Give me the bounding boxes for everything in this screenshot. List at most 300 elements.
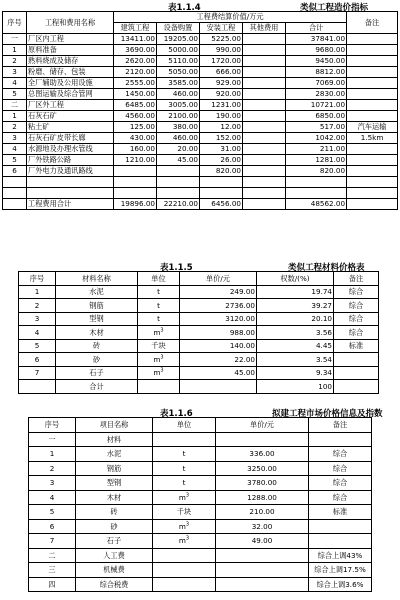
cell-name: 钢筋 — [76, 461, 153, 476]
cell-equipment: 22210.00 — [157, 199, 200, 210]
cell-remark: 1.5km — [347, 133, 398, 144]
cell-remark: 综合上调17.5% — [309, 563, 372, 578]
cell-equipment: 3005.00 — [157, 100, 200, 111]
header-price: 单价/元 — [180, 272, 257, 286]
cell-seq: 2 — [19, 299, 56, 313]
cell-price — [216, 432, 309, 447]
cell-name: 原料准备 — [27, 45, 114, 56]
cell-seq: 2 — [3, 56, 27, 67]
table-row — [3, 133, 398, 144]
table-row — [3, 34, 398, 45]
cell-name: 钢筋 — [56, 299, 138, 313]
cell-other — [243, 133, 286, 144]
cell-remark — [347, 45, 398, 56]
cell-installation: 1720.00 — [200, 56, 243, 67]
cell-other — [243, 34, 286, 45]
cell-name: 厂区内工程 — [27, 34, 114, 45]
cell-other — [243, 100, 286, 111]
cell-other — [243, 89, 286, 100]
unit-text: m — [153, 354, 161, 364]
cell-seq: 二 — [3, 100, 27, 111]
cell-seq: 3 — [3, 133, 27, 144]
table-row — [3, 89, 398, 100]
cell-seq: 一 — [3, 34, 27, 45]
cell-installation: 820.00 — [200, 166, 243, 177]
cell-total: 1042.00 — [286, 133, 347, 144]
cell-unit — [153, 519, 216, 534]
cell-seq — [3, 199, 27, 210]
unit-text: m — [178, 536, 186, 546]
cell-remark — [347, 166, 398, 177]
cell-building: 3690.00 — [114, 45, 157, 56]
cell-seq: 2 — [3, 122, 27, 133]
cell-unit — [138, 366, 180, 380]
cell-name: 木材 — [76, 490, 153, 505]
cell-building: 6485.00 — [114, 100, 157, 111]
cell-remark: 综合上调43% — [309, 548, 372, 563]
cell-total: 9680.00 — [286, 45, 347, 56]
cell-total: 37841.00 — [286, 34, 347, 45]
header-building: 建筑工程 — [114, 23, 157, 34]
cell-equipment — [157, 177, 200, 188]
table-row — [19, 312, 379, 326]
cell-total: 6850.00 — [286, 111, 347, 122]
cell-name: 砂 — [56, 353, 138, 367]
cell-equipment: 380.00 — [157, 122, 200, 133]
cell-equipment: 460.00 — [157, 89, 200, 100]
cell-installation: 31.00 — [200, 144, 243, 155]
cell-seq — [19, 380, 56, 394]
cell-seq: 6 — [19, 353, 56, 367]
cell-price: 1288.00 — [216, 490, 309, 505]
cell-unit — [153, 534, 216, 549]
cell-remark — [347, 111, 398, 122]
cell-weight: 4.45 — [257, 339, 334, 353]
table-row — [3, 67, 398, 78]
cell-building: 2120.00 — [114, 67, 157, 78]
header-remark: 备注 — [334, 272, 379, 286]
cell-remark: 标准 — [334, 339, 379, 353]
cell-remark — [347, 155, 398, 166]
unit-text: m — [178, 521, 186, 531]
cell-remark — [347, 67, 398, 78]
cell-total: 1281.00 — [286, 155, 347, 166]
table-row — [19, 366, 379, 380]
cell-remark — [347, 177, 398, 188]
cell-installation: 929.00 — [200, 78, 243, 89]
cell-seq: 5 — [3, 155, 27, 166]
cell-price: 3250.00 — [216, 461, 309, 476]
unit-exponent: 3 — [160, 367, 164, 374]
table-row — [29, 476, 372, 491]
unit-exponent: 3 — [160, 327, 164, 334]
cell-remark — [309, 519, 372, 534]
cell-building: 1210.00 — [114, 155, 157, 166]
header-weight: 权数/(%) — [257, 272, 334, 286]
cell-building — [114, 166, 157, 177]
header-cost-group: 工程费结算价值/万元 — [114, 12, 347, 23]
cell-name: 人工费 — [76, 548, 153, 563]
cell-seq: 4 — [3, 144, 27, 155]
header-other: 其他费用 — [243, 23, 286, 34]
cell-seq: 3 — [19, 312, 56, 326]
unit-text: t — [182, 463, 186, 473]
cell-seq: 6 — [29, 519, 76, 534]
cell-name: 厂外铁路公路 — [27, 155, 114, 166]
cell-seq: 三 — [29, 563, 76, 578]
cell-seq: 5 — [19, 339, 56, 353]
unit-text: t — [157, 314, 160, 324]
cell-other — [243, 78, 286, 89]
cell-remark: 综合 — [334, 312, 379, 326]
cell-price: 336.00 — [216, 447, 309, 462]
table-row — [29, 548, 372, 563]
cell-unit — [138, 326, 180, 340]
cell-name: 砂 — [76, 519, 153, 534]
cell-building: 160.00 — [114, 144, 157, 155]
cell-name: 工程费用合计 — [27, 199, 114, 210]
cell-total: 517.00 — [286, 122, 347, 133]
cell-installation: 5225.00 — [200, 34, 243, 45]
table-row — [29, 461, 372, 476]
table-row — [3, 144, 398, 155]
header-price: 单价/元 — [216, 418, 309, 433]
cell-installation: 26.00 — [200, 155, 243, 166]
table-row — [3, 56, 398, 67]
cell-name: 材料 — [76, 432, 153, 447]
cell-price: 2736.00 — [180, 299, 257, 313]
cell-total: 8812.00 — [286, 67, 347, 78]
cell-total: 820.00 — [286, 166, 347, 177]
cell-remark: 标准 — [309, 505, 372, 520]
cell-remark: 综合 — [334, 326, 379, 340]
cell-name: 厂外电力及通讯路线 — [27, 166, 114, 177]
cell-equipment: 20.00 — [157, 144, 200, 155]
cell-weight: 9.34 — [257, 366, 334, 380]
cell-remark: 综合上调3.6% — [309, 577, 372, 592]
table-row — [3, 111, 398, 122]
cell-remark — [347, 188, 398, 199]
cell-total: 48562.00 — [286, 199, 347, 210]
cell-price — [216, 577, 309, 592]
cell-name: 石子 — [76, 534, 153, 549]
cell-remark — [347, 78, 398, 89]
cell-name: 总图运输及综合管网 — [27, 89, 114, 100]
cell-price: 249.00 — [180, 285, 257, 299]
header-unit: 单位 — [153, 418, 216, 433]
cell-remark: 综合 — [309, 476, 372, 491]
cell-remark — [347, 56, 398, 67]
unit-text: t — [157, 300, 160, 310]
header-unit: 单位 — [138, 272, 180, 286]
cell-name: 机械费 — [76, 563, 153, 578]
table-row — [19, 285, 379, 299]
cell-building: 19896.00 — [114, 199, 157, 210]
cell-remark — [347, 34, 398, 45]
table-row — [3, 177, 398, 188]
cell-name: 水泥 — [76, 447, 153, 462]
cell-seq: 4 — [3, 78, 27, 89]
table-row — [19, 339, 379, 353]
table-row — [3, 78, 398, 89]
table2-subtitle: 类似工程材料价格表 — [288, 263, 365, 273]
cell-seq: 4 — [29, 490, 76, 505]
table-row — [3, 188, 398, 199]
table3-title: 表1.1.6 — [160, 409, 193, 419]
cell-total: 7069.00 — [286, 78, 347, 89]
cell-installation: 666.00 — [200, 67, 243, 78]
cell-name: 木材 — [56, 326, 138, 340]
cell-unit — [153, 548, 216, 563]
unit-text: m — [153, 327, 161, 337]
cell-seq — [3, 177, 27, 188]
cell-other — [243, 177, 286, 188]
table1-subtitle: 类似工程造价指标 — [300, 3, 369, 13]
cell-unit — [138, 285, 180, 299]
cell-building: 125.00 — [114, 122, 157, 133]
cell-other — [243, 67, 286, 78]
unit-exponent: 3 — [185, 492, 190, 499]
cell-price: 32.00 — [216, 519, 309, 534]
header-seq: 序号 — [19, 272, 56, 286]
cell-name — [27, 188, 114, 199]
cell-building: 1450.00 — [114, 89, 157, 100]
cell-unit — [153, 563, 216, 578]
cell-price: 3780.00 — [216, 476, 309, 491]
unit-text: t — [182, 449, 186, 459]
cell-other — [243, 144, 286, 155]
table-row — [29, 432, 372, 447]
cell-seq: 7 — [19, 366, 56, 380]
cell-remark — [347, 144, 398, 155]
cell-weight: 19.74 — [257, 285, 334, 299]
header-remark: 备注 — [347, 12, 398, 34]
unit-text: m — [153, 368, 161, 378]
cell-remark — [334, 353, 379, 367]
cell-price: 140.00 — [180, 339, 257, 353]
cell-weight: 3.54 — [257, 353, 334, 367]
cell-remark — [309, 534, 372, 549]
cell-price: 988.00 — [180, 326, 257, 340]
cell-other — [243, 56, 286, 67]
cell-name: 全厂辅助及公用设施 — [27, 78, 114, 89]
table-row — [29, 519, 372, 534]
cell-unit — [153, 432, 216, 447]
cell-price: 3120.00 — [180, 312, 257, 326]
header-item: 项目名称 — [76, 418, 153, 433]
cell-equipment: 460.00 — [157, 133, 200, 144]
cell-equipment — [157, 188, 200, 199]
cell-installation — [200, 177, 243, 188]
cell-remark: 综合 — [309, 461, 372, 476]
header-total: 合计 — [286, 23, 347, 34]
table-row — [29, 534, 372, 549]
cell-building: 2555.00 — [114, 78, 157, 89]
cell-name: 水泥 — [56, 285, 138, 299]
cell-name: 水源地及办理水管线 — [27, 144, 114, 155]
unit-text: 千块 — [151, 341, 166, 351]
cell-price: 22.00 — [180, 353, 257, 367]
cell-installation: 190.00 — [200, 111, 243, 122]
cell-other — [243, 111, 286, 122]
cell-unit — [153, 476, 216, 491]
table2-title: 表1.1.5 — [160, 263, 193, 273]
cell-weight: 100 — [257, 380, 334, 394]
table1-title: 表1.1.4 — [168, 3, 201, 13]
material-price-table — [18, 271, 379, 394]
cell-remark: 综合 — [309, 490, 372, 505]
cell-name: 石灰石矿 — [27, 111, 114, 122]
cell-equipment: 5000.00 — [157, 45, 200, 56]
header-installation: 安装工程 — [200, 23, 243, 34]
unit-text: t — [157, 287, 160, 297]
market-price-table — [28, 417, 372, 592]
cell-unit — [138, 380, 180, 394]
cell-unit — [138, 312, 180, 326]
table-row — [19, 380, 379, 394]
cell-remark: 综合 — [334, 299, 379, 313]
cell-price — [180, 380, 257, 394]
table-row — [3, 45, 398, 56]
header-material: 材料名称 — [56, 272, 138, 286]
unit-exponent: 3 — [185, 535, 190, 542]
cell-seq: 1 — [3, 45, 27, 56]
cell-price — [216, 548, 309, 563]
cell-name: 粘土矿 — [27, 122, 114, 133]
cell-total: 9450.00 — [286, 56, 347, 67]
header-remark: 备注 — [309, 418, 372, 433]
cell-building — [114, 177, 157, 188]
table-row — [3, 199, 398, 210]
cell-seq: 1 — [19, 285, 56, 299]
cell-seq: 四 — [29, 577, 76, 592]
cell-remark — [347, 89, 398, 100]
cell-installation: 6456.00 — [200, 199, 243, 210]
cell-building: 430.00 — [114, 133, 157, 144]
cell-total — [286, 188, 347, 199]
cell-unit — [153, 577, 216, 592]
cell-total — [286, 177, 347, 188]
cell-name — [27, 177, 114, 188]
cell-remark: 汽车运输 — [347, 122, 398, 133]
cell-seq: 4 — [19, 326, 56, 340]
cell-name: 型钢 — [56, 312, 138, 326]
cell-remark — [347, 199, 398, 210]
cell-seq: 5 — [29, 505, 76, 520]
cell-seq: 1 — [29, 447, 76, 462]
table-row — [19, 353, 379, 367]
unit-text: t — [182, 478, 186, 488]
cell-unit — [153, 505, 216, 520]
cell-other — [243, 166, 286, 177]
header-equipment: 设备购置 — [157, 23, 200, 34]
table-row — [19, 299, 379, 313]
cell-installation — [200, 188, 243, 199]
cell-total: 211.00 — [286, 144, 347, 155]
cell-name: 砖 — [76, 505, 153, 520]
cell-price: 45.00 — [180, 366, 257, 380]
cell-seq: 2 — [29, 461, 76, 476]
cell-building: 4560.00 — [114, 111, 157, 122]
table-row — [29, 563, 372, 578]
table-row — [29, 490, 372, 505]
cell-total: 10721.00 — [286, 100, 347, 111]
cell-name: 石灰石矿皮带长廊 — [27, 133, 114, 144]
cell-equipment: 5110.00 — [157, 56, 200, 67]
cell-equipment: 45.00 — [157, 155, 200, 166]
table-row — [29, 447, 372, 462]
cell-seq: 3 — [29, 476, 76, 491]
cost-index-table — [2, 11, 398, 210]
cell-installation: 990.00 — [200, 45, 243, 56]
table-row — [3, 166, 398, 177]
cell-remark — [334, 380, 379, 394]
cell-remark — [334, 366, 379, 380]
cell-seq: 6 — [3, 166, 27, 177]
cell-price: 49.00 — [216, 534, 309, 549]
cell-name: 厂区外工程 — [27, 100, 114, 111]
cell-installation: 152.00 — [200, 133, 243, 144]
table3-subtitle: 拟建工程市场价格信息及指数 — [272, 409, 383, 419]
cell-weight: 39.27 — [257, 299, 334, 313]
cell-seq: 二 — [29, 548, 76, 563]
cell-seq: 3 — [3, 67, 27, 78]
header-seq: 序号 — [3, 12, 27, 34]
table-row — [19, 326, 379, 340]
cell-name: 砖 — [56, 339, 138, 353]
cell-other — [243, 155, 286, 166]
unit-exponent: 3 — [185, 521, 190, 528]
cell-unit — [138, 339, 180, 353]
cell-name: 粉磨、储存、包装 — [27, 67, 114, 78]
cell-installation: 12.00 — [200, 122, 243, 133]
unit-text: 千块 — [176, 507, 192, 517]
cell-installation: 1231.00 — [200, 100, 243, 111]
cell-unit — [153, 490, 216, 505]
cell-price: 210.00 — [216, 505, 309, 520]
cell-price — [216, 563, 309, 578]
cell-other — [243, 122, 286, 133]
cell-seq: 5 — [3, 89, 27, 100]
cell-building: 2620.00 — [114, 56, 157, 67]
unit-exponent: 3 — [160, 354, 164, 361]
cell-seq: 1 — [3, 111, 27, 122]
header-seq: 序号 — [29, 418, 76, 433]
header-name: 工程和费用名称 — [27, 12, 114, 34]
cell-name: 石子 — [56, 366, 138, 380]
cell-unit — [138, 299, 180, 313]
cell-weight: 3.56 — [257, 326, 334, 340]
cell-name: 熟料烧成及储存 — [27, 56, 114, 67]
cell-unit — [153, 447, 216, 462]
cell-other — [243, 45, 286, 56]
cell-equipment: 2100.00 — [157, 111, 200, 122]
cell-seq — [3, 188, 27, 199]
cell-equipment: 3585.00 — [157, 78, 200, 89]
cell-seq: 一 — [29, 432, 76, 447]
cell-name: 合计 — [56, 380, 138, 394]
cell-other — [243, 199, 286, 210]
cell-equipment: 19205.00 — [157, 34, 200, 45]
cell-name: 型钢 — [76, 476, 153, 491]
table-row — [29, 505, 372, 520]
unit-text: m — [178, 492, 186, 502]
table-row — [3, 100, 398, 111]
cell-other — [243, 188, 286, 199]
cell-unit — [153, 461, 216, 476]
table-row — [3, 155, 398, 166]
cell-remark — [309, 432, 372, 447]
